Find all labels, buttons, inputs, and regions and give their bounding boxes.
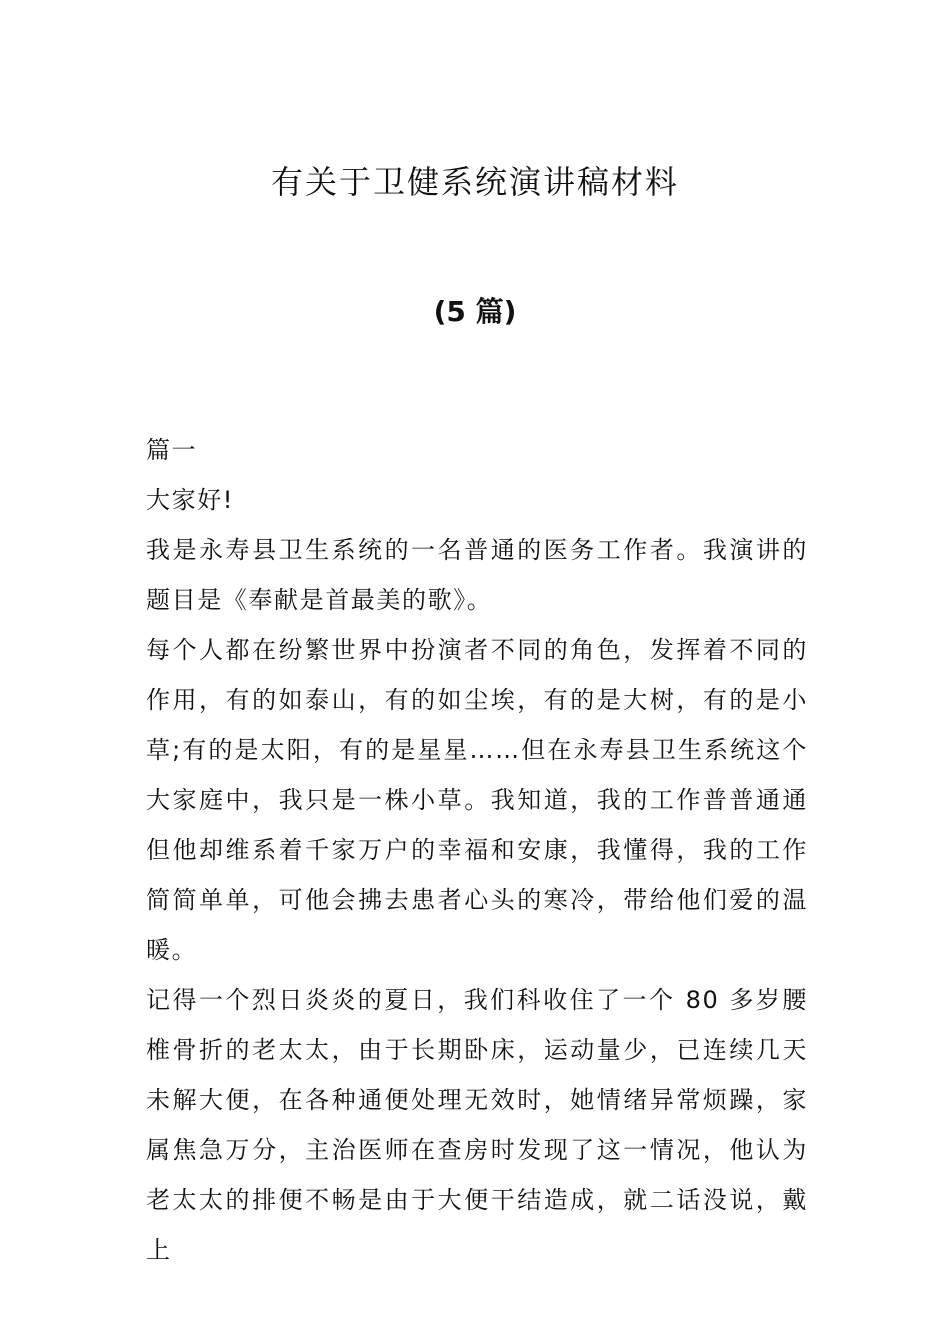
document-body [146,425,808,1275]
section-heading: 篇一 [146,436,198,464]
document-subtitle: (5 篇) [433,295,517,328]
intro-paragraph: 我是永寿县卫生系统的一名普通的医务工作者。我演讲的题目是《奉献是首最美的歌》。 [146,536,808,614]
greeting-paragraph: 大家好! [146,486,235,514]
body-paragraph: 每个人都在纷繁世界中扮演者不同的角色，发挥着不同的作用，有的如泰山，有的如尘埃，有的是大树，有的是小草;有的是太阳，有的是星星……但在永寿县卫生系统这个大家庭中，我只是一株小草。我知道，我的工作普普通通但他却维系着千家万户的幸福和安康，我懂得，我的工作简简单单，可他会拂去患者心头的寒冷，带给他们爱的温暖。 [146,636,808,964]
body-paragraph: 记得一个烈日炎炎的夏日，我们科收住了一个 80 多岁腰椎骨折的老太太，由于长期卧床，运动量少，已连续几天未解大便，在各种通便处理无效时，她情绪异常烦躁，家属焦急万分，主治医师在查房时发现了这一情况，他认为老太太的排便不畅是由于大便干结造成，就二话没说，戴上 [146,986,808,1264]
document-title: 有关于卫健系统演讲稿材料 [270,163,679,201]
